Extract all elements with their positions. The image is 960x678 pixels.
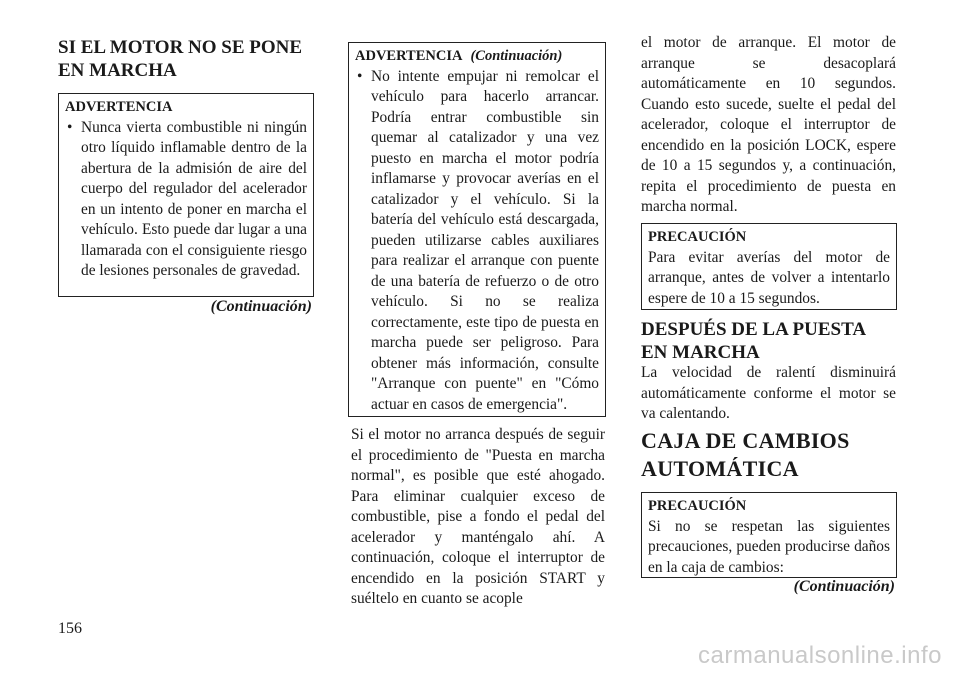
warning-box-2 bbox=[348, 42, 606, 417]
warning-bullet-text: • No intente empujar ni remolcar el vehículo para hacerlo arrancar. Podría entrar combustible sin quemar al catalizador y una vez puesto en marcha el motor podría inflamarse y provocar averías en el catalizador y el vehículo. Si la batería del vehículo está descargada, pueden utilizarse cables auxiliares para realizar el arranque con puente de una batería de refuerzo o de otro vehículo. Si no se realiza correctamente, este tipo de puesta en marcha puede ser peligroso. Para obtener más información, consulte "Arranque con puente" en "Cómo actuar en casos de emergencia". bbox=[355, 67, 599, 416]
warning-box-1 bbox=[58, 93, 314, 297]
flooded-engine-paragraph: Si el motor no arranca después de seguir el procedimiento de "Puesta en marcha normal", es posible que esté ahogado. Para eliminar cualquier exceso de combustible, pise a fondo el pedal del acelerador y manténgalo ahí. A continuación, coloque el interruptor de encendido en la posición START y suéltelo en cuanto se acople bbox=[351, 426, 605, 607]
section-heading-automatic-transmission: CAJA DE CAMBIOS AUTOMÁTICA bbox=[641, 428, 850, 481]
caution-box-1 bbox=[641, 223, 897, 310]
caution-box-2 bbox=[641, 492, 897, 578]
caution-title: PRECAUCIÓN bbox=[648, 229, 747, 245]
section-heading-after-start: DESPUÉS DE LA PUESTA EN MARCHA bbox=[641, 319, 866, 363]
warning-bullet-text: • Nunca vierta combustible ni ningún otro líquido inflamable dentro de la abertura de la admisión de aire del cuerpo del regulador del acelerador en un intento de poner en marcha el vehículo. Esto puede dar lugar a una llamarada con el consiguiente riesgo de lesiones personales de gravedad. bbox=[65, 118, 307, 282]
warning-continued-label: (Continuación) bbox=[470, 48, 563, 64]
caution-text: Si no se respetan las siguientes precauciones, pueden producirse daños en la caja de cambios: bbox=[648, 517, 890, 576]
continued-label: (Continuación) bbox=[210, 298, 312, 315]
watermark: carmanualsonline.info bbox=[698, 642, 942, 669]
page-number: 156 bbox=[58, 620, 82, 637]
caution-text: Para evitar averías del motor de arranque, antes de volver a intentarlo espere de 10 a 15 segundos. bbox=[648, 248, 890, 307]
caution-title: PRECAUCIÓN bbox=[648, 498, 747, 514]
warning-title-continued bbox=[355, 46, 599, 67]
warning-title-text: ADVERTENCIA bbox=[355, 48, 463, 64]
continued-label: (Continuación) bbox=[793, 578, 895, 595]
warning-title: ADVERTENCIA bbox=[65, 99, 173, 115]
section-heading-engine-not-start: SI EL MOTOR NO SE PONE EN MARCHA bbox=[58, 37, 303, 81]
idle-speed-paragraph: La velocidad de ralentí disminuirá automáticamente conforme el motor se va calentando. bbox=[641, 364, 896, 422]
starter-paragraph: el motor de arranque. El motor de arranque se desacoplará automáticamente en 10 segundos. Cuando esto sucede, suelte el pedal del acelerador, coloque el interruptor de encendido en la posición LOCK, espere de 10 a 15 segundos y, a continuación, repita el procedimiento de puesta en marcha normal. bbox=[641, 34, 896, 215]
